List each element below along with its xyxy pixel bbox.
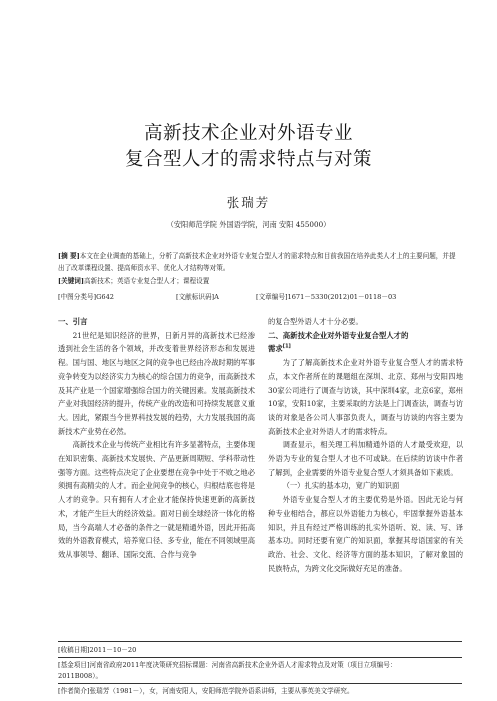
- fund-line1: [基金项目]河南省政府2011年度决策研究招标课题：河南省高新技术企业外语人才需求特点及对策（项目立项编号：: [58, 661, 397, 669]
- footnote-received: [收稿日期]2011－10－20: [58, 646, 137, 654]
- left-column: [58, 315, 255, 562]
- abstract-label: [摘 要]: [58, 252, 80, 260]
- heading-line1: 二、高新技术企业对外语专业复合型人才的: [268, 330, 409, 340]
- paragraph: 的复合型外语人才十分必要。: [268, 317, 363, 326]
- paragraph: 为了了解高新技术企业对外语专业复合型人才的需求特点，本文作者所在的课题组在深圳、北京、郑州与安阳四地30家公司进行了调查与访谈，其中深圳4家，北京6家，郑州10家，安阳10家，主要采取的方法是上门调查法，调查与访谈的对象是各公司人事部负责人，调查与访谈的内容主要为高新技术企业对外语人才的需求特点。: [268, 358, 463, 436]
- abstract-text: 本文在企业调查的基础上，分析了高新技术企业对外语专业复合型人才的需求特点和目前我国在培养此类人才上的主要问题，并提出了改革课程设置、提高师资水平、优化人才结构等对策。: [58, 252, 456, 272]
- paper-title-line1: 高新技术企业对外语专业: [143, 123, 353, 144]
- footnote-rule-top: [58, 641, 462, 642]
- reference-marker: [1]: [282, 343, 291, 350]
- author-affiliation: （安阳师范学院 外国语学院，河南 安阳 455000）: [166, 220, 331, 229]
- abstract: [58, 251, 462, 274]
- keywords-label: [关键词]: [58, 277, 85, 285]
- footnote-rule: [58, 657, 462, 658]
- paper-title-line2: 复合型人才的需求特点与对策: [124, 149, 372, 170]
- subsection-heading: （一）扎实的基本功，宽广的知识面: [282, 481, 400, 491]
- keywords-text: 高新技术；英语专业复合型人才；课程设置: [84, 277, 210, 285]
- footnote-rule: [58, 683, 462, 684]
- footnote-author-bio: [作者简介]张瑞芳（1981－），女，河南安阳人，安阳师范学院外语系讲师，主要从事英美文学研究。: [58, 687, 354, 695]
- right-column: [268, 315, 463, 575]
- document-code: [文献标识码]A: [176, 293, 219, 301]
- footnote-fund: [58, 660, 462, 682]
- paragraph: 高新技术企业与传统产业相比有许多显著特点，主要体现在知识密集、高新技术发展快、产品更新周期短、学科带动性强等方面。这些特点决定了企业要想在竞争中处于不败之地必须拥有高精尖的人才。而企业间竞争的核心，归根结底也将是人才的竞争。只有拥有人才企业才能保持快速更新的高新技术，才能产生巨大的经济效益。面对日前全球经济一体化的格局，当今高端人才必备的条件之一就是精通外语，因此开拓高效的外语教育模式，培养宽口径、多专业，能在不同领域里高效从事领导、翻译、国际交流、合作与竞争: [58, 440, 256, 559]
- section-heading-intro: 一、引言: [58, 317, 88, 326]
- author-name: 张瑞芳: [226, 195, 271, 210]
- fund-line2: 2011B008）。: [58, 672, 103, 680]
- paragraph: 21世纪是知识经济的世界，日新月异的高新技术已经渗透到社会生活的各个领域，并改变着世界经济形态和发展进程。国与国、地区与地区之间的竞争也已经由冷战时期的军事竞争转变为以经济实力为核心的综合国力的竞争，而高新技术及其产业是一个国家增强综合国力的关键因素。发展高新技术产业对我国经济的提升，传统产业的改造和可持续发展意义重大。因此，紧跟当今世界科技发展的趋势，大力发展我国的高新技术产业势在必然。: [58, 330, 256, 436]
- clc-number: [中图分类号]G642: [58, 293, 114, 301]
- classification-row: [58, 291, 462, 301]
- article-number: [文章编号]1671－5330(2012)01－0118－03: [256, 293, 397, 301]
- paragraph: 外语专业复合型人才的主要优势是外语。因此无论与何种专业相结合，都应以外语能力为核心，牢固掌握外语基本知识，并且有经过严格训练的扎实外语听、说、读、写、译基本功。同时还要有宽广的知识面，掌握其母语国家的有关政治、社会、文化、经济等方面的基本知识，了解对象国的民族特点，为跨文化交际做好充足的准备。: [268, 495, 463, 573]
- heading-line2: 需求: [268, 344, 283, 354]
- keywords: [58, 275, 462, 285]
- section-heading-demand: [268, 329, 463, 356]
- paragraph: 调查显示，相关理工科加精通外语的人才最受欢迎，以外语为专业的复合型人才也不可或缺。在后续的访谈中作者了解到，企业需要的外语专业复合型人才须具备如下素质。: [268, 440, 463, 477]
